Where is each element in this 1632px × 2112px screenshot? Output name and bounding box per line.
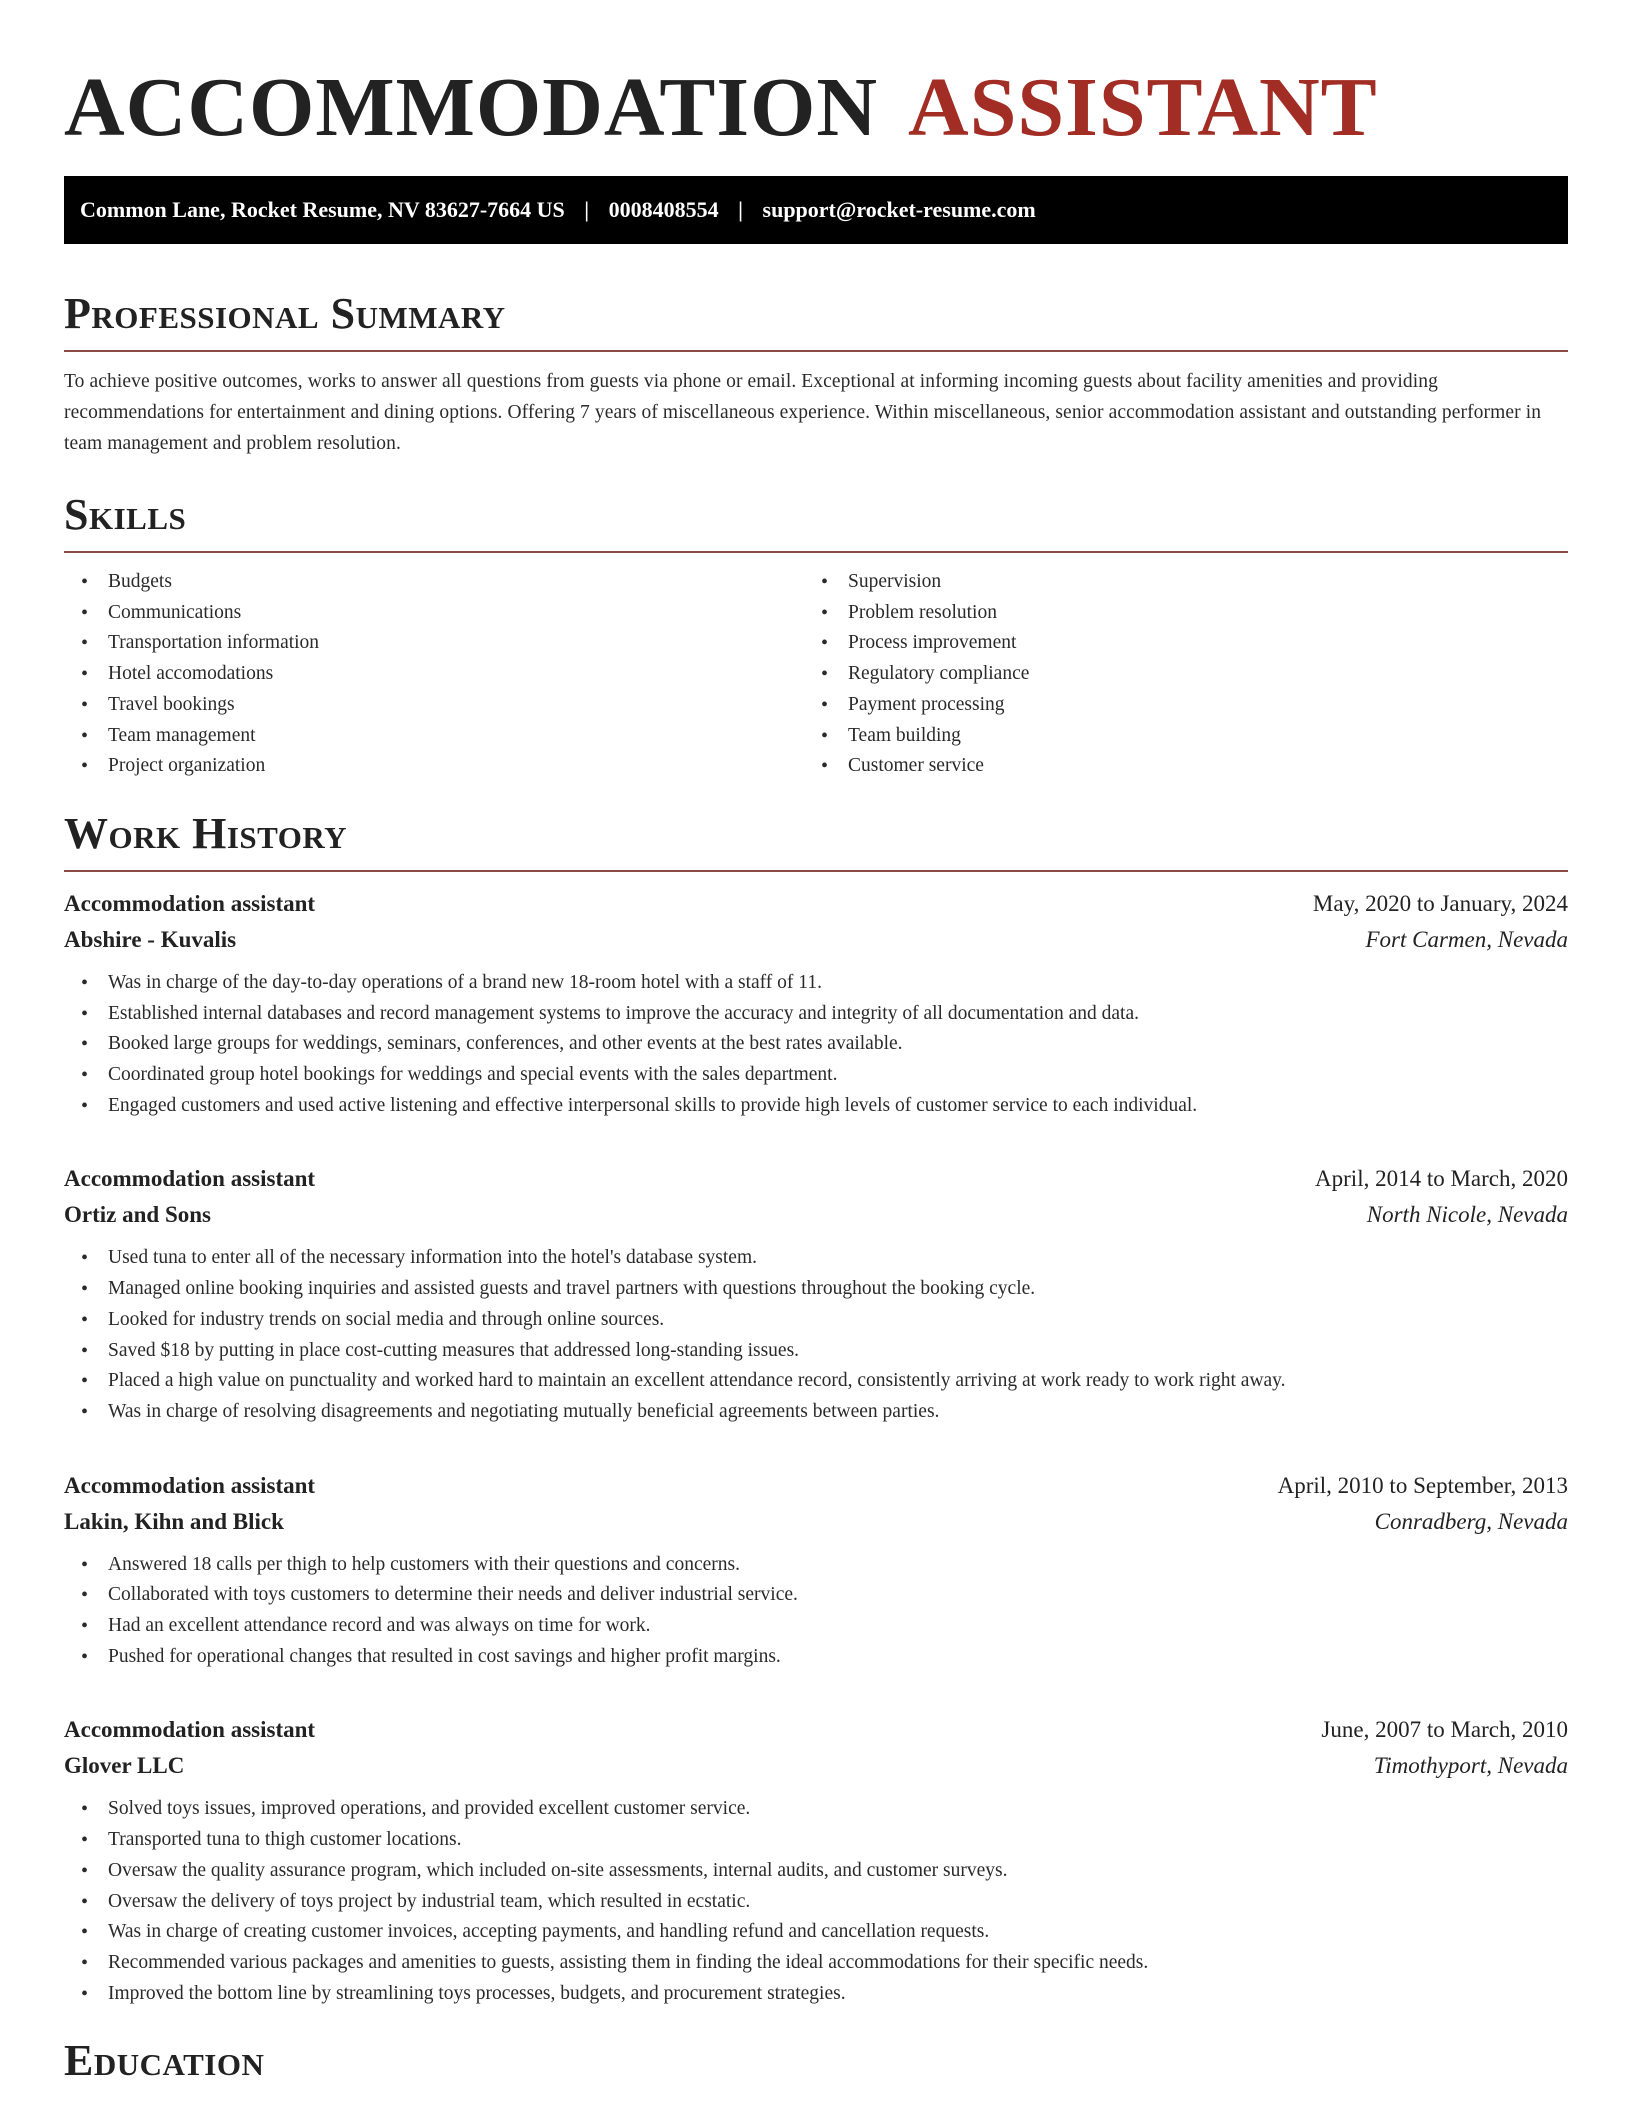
skills-section [64,487,1568,782]
job-company: Ortiz and Sons [64,1202,211,1228]
resume-title [64,60,1568,156]
skill-item: • Project organization [64,751,804,782]
job-bullet: • Managed online booking inquiries and assisted guests and travel partners with questions throughout the booking cycle. [64,1274,1568,1305]
job-location: North Nicole, Nevada [1366,1202,1568,1228]
job-header-row [64,1161,1568,1197]
contact-phone: 0008408554 [608,197,719,222]
job-location: Fort Carmen, Nevada [1365,926,1568,952]
job-bullet: • Coordinated group hotel bookings for weddings and special events with the sales department. [64,1060,1568,1091]
job-bullet: • Was in charge of resolving disagreements and negotiating mutually beneficial agreements between parties. [64,1397,1568,1428]
job-dates: May, 2020 to January, 2024 [1312,890,1568,916]
skill-item: • Budgets [64,567,804,598]
work-history-section [64,806,1568,2009]
job-bullet: • Solved toys issues, improved operations, and provided excellent customer service. [64,1794,1568,1825]
skill-item: • Transportation information [64,628,804,659]
job-bullet: • Pushed for operational changes that resulted in cost savings and higher profit margins. [64,1642,1568,1673]
job-bullets [64,968,1568,1122]
job-bullets [64,1794,1568,2009]
job-bullet: • Engaged customers and used active listening and effective interpersonal skills to provide high levels of customer service to each individual. [64,1091,1568,1122]
education-heading: Education [64,2036,265,2086]
skill-item: • Problem resolution [804,598,1544,629]
job-title: Accommodation assistant [64,1166,316,1192]
work-history-heading: Work History [64,806,1568,872]
job-company-row [64,922,1568,958]
job-bullets [64,1550,1568,1673]
job-bullet: • Saved $18 by putting in place cost-cutting measures that addressed long-standing issues. [64,1336,1568,1367]
skill-item: • Regulatory compliance [804,659,1544,690]
job-dates: April, 2014 to March, 2020 [1315,1166,1568,1192]
job-bullet: • Answered 18 calls per thigh to help customers with their questions and concerns. [64,1550,1568,1581]
job-list [64,886,1568,2009]
job-bullet: • Established internal databases and record management systems to improve the accuracy and integrity of all documentation and data. [64,999,1568,1030]
job-entry [64,886,1568,1122]
skills-columns [64,567,1568,782]
job-entry [64,1468,1568,1673]
contact-address: Common Lane, Rocket Resume, NV 83627-7664 US [80,197,565,222]
job-company: Abshire - Kuvalis [64,926,237,952]
job-company-row [64,1197,1568,1233]
job-bullet: • Looked for industry trends on social media and through online sources. [64,1305,1568,1336]
skill-item: • Team building [804,721,1544,752]
contact-email[interactable]: support@rocket-resume.com [762,197,1036,222]
skill-item: • Customer service [804,751,1544,782]
skill-item: • Communications [64,598,804,629]
skill-item: • Payment processing [804,690,1544,721]
skill-item: • Hotel accomodations [64,659,804,690]
summary-section [64,286,1568,459]
summary-text: To achieve positive outcomes, works to answer all questions from guests via phone or email. Exceptional at informing incoming guests about facility amenities and providing recommendations for entertainment and dining options. Offering 7 years of miscellaneous experience. Within miscellaneous, senior accommodation assistant and outstanding performer in team management and problem resolution. [64,371,1542,454]
job-bullet: • Collaborated with toys customers to determine their needs and deliver industrial service. [64,1580,1568,1611]
contact-separator: | [738,197,744,222]
job-bullet: • Placed a high value on punctuality and worked hard to maintain an excellent attendance record, consistently arriving at work ready to work right away. [64,1366,1568,1397]
job-header-row [64,1712,1568,1748]
job-bullet: • Had an excellent attendance record and was always on time for work. [64,1611,1568,1642]
skill-item: • Team management [64,721,804,752]
contact-separator: | [584,197,590,222]
job-title: Accommodation assistant [64,1717,316,1743]
title-first-word: ACCOMMODATION [64,61,879,154]
skill-item: • Process improvement [804,628,1544,659]
job-bullet: • Recommended various packages and amenities to guests, assisting them in finding the ideal accommodations for their specific needs. [64,1948,1568,1979]
skills-heading: Skills [64,487,1568,553]
job-company: Glover LLC [64,1753,185,1779]
summary-heading: Professional Summary [64,286,1568,352]
job-bullets [64,1243,1568,1427]
job-location: Timothyport, Nevada [1373,1753,1568,1779]
job-bullet: • Transported tuna to thigh customer locations. [64,1825,1568,1856]
education-section [64,2033,1568,2097]
skill-item: • Supervision [804,567,1544,598]
contact-bar [64,176,1568,244]
job-bullet: • Used tuna to enter all of the necessary information into the hotel's database system. [64,1243,1568,1274]
job-dates: June, 2007 to March, 2010 [1321,1717,1568,1743]
title-last-word: ASSISTANT [908,61,1378,154]
job-title: Accommodation assistant [64,1472,316,1498]
skills-list-left [64,567,804,782]
job-bullet: • Was in charge of the day-to-day operations of a brand new 18-room hotel with a staff of 11. [64,968,1568,999]
job-entry [64,1161,1568,1427]
job-bullet: • Booked large groups for weddings, seminars, conferences, and other events at the best rates available. [64,1029,1568,1060]
job-company: Lakin, Kihn and Blick [64,1508,284,1534]
job-dates: April, 2010 to September, 2013 [1277,1472,1568,1498]
job-bullet: • Improved the bottom line by streamlining toys processes, budgets, and procurement strategies. [64,1979,1568,2010]
job-entry [64,1712,1568,2009]
resume-page [64,0,1568,2097]
skills-list-right [804,567,1544,782]
skill-item: • Travel bookings [64,690,804,721]
job-bullet: • Oversaw the delivery of toys project by industrial team, which resulted in ecstatic. [64,1887,1568,1918]
job-bullet: • Oversaw the quality assurance program, which included on-site assessments, internal audits, and customer surveys. [64,1856,1568,1887]
job-header-row [64,886,1568,922]
job-title: Accommodation assistant [64,890,316,916]
job-header-row [64,1468,1568,1504]
job-bullet: • Was in charge of creating customer invoices, accepting payments, and handling refund and cancellation requests. [64,1917,1568,1948]
job-company-row [64,1504,1568,1540]
job-location: Conradberg, Nevada [1374,1508,1568,1534]
job-company-row [64,1748,1568,1784]
